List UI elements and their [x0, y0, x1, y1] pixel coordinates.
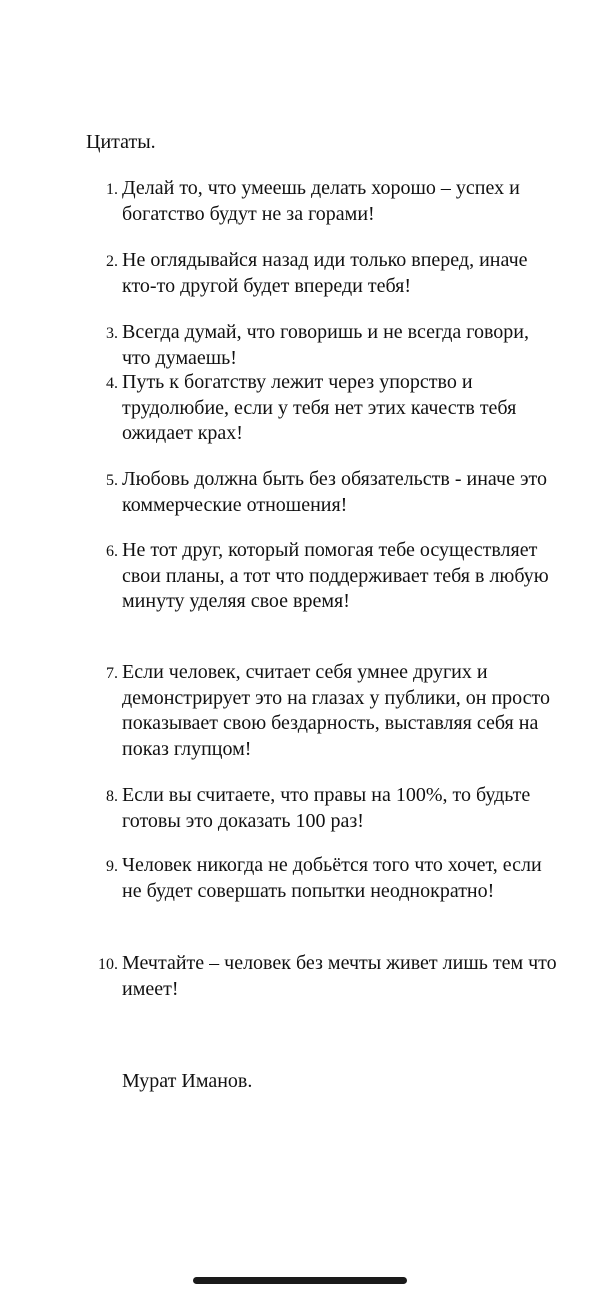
author-signature: Мурат Иманов.: [122, 1070, 253, 1092]
quote-text: Любовь должна быть без обязательств - иначе это коммерческие отношения!: [122, 468, 547, 516]
document-title: Цитаты.: [86, 131, 156, 153]
home-indicator[interactable]: [193, 1277, 407, 1284]
quote-number: 6.: [106, 543, 118, 560]
quote-text: Путь к богатству лежит через упорство и трудолюбие, если у тебя нет этих качеств тебя ожидает крах!: [122, 371, 517, 444]
quote-text: Не оглядывайся назад иди только вперед, иначе кто-то другой будет впереди тебя!: [122, 249, 528, 297]
quote-text: Если человек, считает себя умнее других и демонстрирует это на глазах у публики, он просто показывает свою бездарность, выставляя себя на показ глупцом!: [122, 661, 551, 760]
quote-text: Человек никогда не добьётся того что хочет, если не будет совершать попытки неоднократно!: [122, 854, 542, 902]
quote-number: 4.: [106, 375, 118, 392]
quote-text: Делай то, что умеешь делать хорошо – успех и богатство будут не за горами!: [122, 177, 520, 225]
quote-number: 9.: [106, 858, 118, 875]
quote-number: 2.: [106, 253, 118, 270]
quote-number: 10.: [98, 956, 118, 973]
quote-text: Всегда думай, что говоришь и не всегда говори, что думаешь!: [122, 321, 529, 369]
quote-number: 5.: [106, 472, 118, 489]
quote-text: Если вы считаете, что правы на 100%, то будьте готовы это доказать 100 раз!: [122, 784, 531, 832]
quote-number: 7.: [106, 665, 118, 682]
quote-text: Мечтайте – человек без мечты живет лишь тем что имеет!: [122, 952, 557, 1000]
quote-number: 1.: [106, 181, 118, 198]
quote-number: 3.: [106, 325, 118, 342]
quote-text: Не тот друг, который помогая тебе осуществляет свои планы, а тот что поддерживает тебя в любую минуту уделяя свое время!: [122, 539, 549, 612]
quote-number: 8.: [106, 788, 118, 805]
